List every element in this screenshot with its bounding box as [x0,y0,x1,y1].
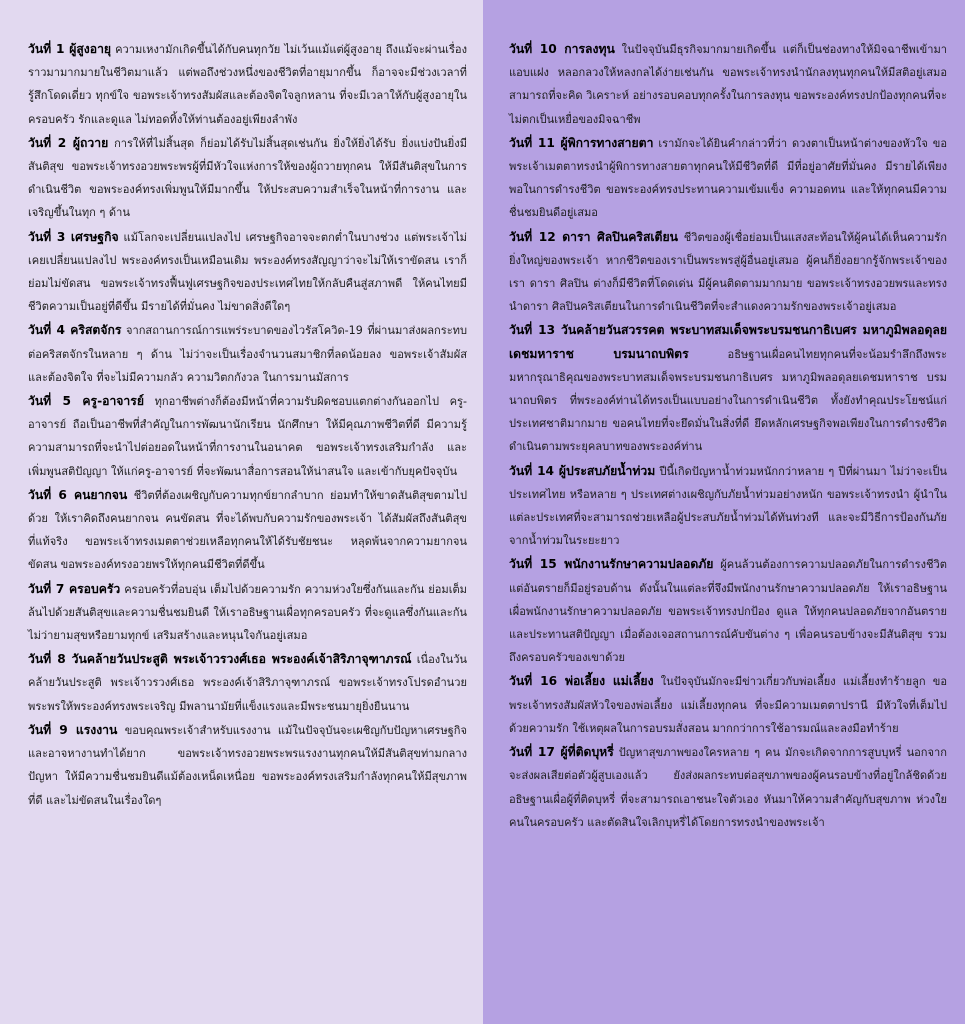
entry-body: ปีนี้เกิดปัญหาน้ำท่วมหนักกว่าหลาย ๆ ปีที่ผ่านมา ไม่ว่าจะเป็นประเทศไทย หรือหลาย ๆ ประเทศต่างเผชิญกับภัยน้ำท่วมอย่างหนัก ขอพระเจ้าทรงนำ ผู้นำในแต่ละประเทศที่จะสามารถช่วยเหลือผู้ประสบภัยน้ำท่วมได้ทันท่วงที และจะมีวิธีการป้องกันภัยจากน้ำท่วมในระยะยาว [509,464,947,548]
entry-title: วันที่ 6 คนยากจน [28,487,128,502]
entry-body: ปัญหาสุขภาพของใครหลาย ๆ คน มักจะเกิดจากการสูบบุหรี่ นอกจากจะส่งผลเสียต่อตัวผู้สูบเองแล้ว ยังส่งผลกระทบต่อสุขภาพของผู้คนรอบข้างที่อยู่ใกล้ชิดด้วย อธิษฐานเผื่อผู้ที่ติดบุหรี่ ที่จะสามารถเอาชนะใจตัวเอง หันมาให้ความสำคัญกับสุขภาพ ห่วงใยคนในครอบครัว และตัดสินใจเลิกบุหรี่ได้โดยการทรงนำของพระเจ้า [509,746,947,829]
entry-title: วันที่ 3 เศรษฐกิจ [28,229,119,244]
entry-title: วันที่ 13 วันคล้ายวันสวรรคต พระบาทสมเด็จพระบรมชนกาธิเบศร มหาภูมิพลอดุลยเดชมหาราช บรมนาถบพิตร [509,323,947,361]
entry-title: วันที่ 10 การลงทุน [509,42,615,56]
prayer-entry-day-17 [509,741,947,834]
entry-title: วันที่ 1 ผู้สูงอายุ [28,42,112,56]
entry-body: เนื่องในวันคล้ายวันประสูติ พระเจ้าวรวงศ์เธอ พระองค์เจ้าสิริภาจุฑาภรณ์ ขอพระเจ้าทรงโปรดอำนวยพระพรให้พระองค์ทรงพระเจริญ มีพลานามัยที่แข็งแรงและมีพระชนมายุยิ่งยืนนาน [28,653,468,713]
prayer-entry-day-8 [28,648,467,718]
entry-body: จากสถานการณ์การแพร่ระบาดของไวรัสโควิด-19 ที่ผ่านมาส่งผลกระทบต่อคริสตจักรในหลาย ๆ ด้าน ไม่ว่าจะเป็นเรื่องจำนวนสมาชิกที่ลดน้อยลง ขอพระเจ้าสัมผัสและต้องจิตใจ ที่จะไม่มีความกลัว ความวิตกกังวล ในการมานมัสการ [28,324,468,384]
prayer-entry-day-1 [28,38,467,131]
prayer-entry-day-12 [509,226,947,319]
entry-title: วันที่ 7 ครอบครัว [28,581,121,596]
entry-body: ในปัจจุบันมีธุรกิจมากมายเกิดขึ้น แต่ก็เป็นช่องทางให้มิจฉาชีพเข้ามาแอบแฝง หลอกลวงให้หลงกลได้ง่ายเช่นกัน ขอพระเจ้าทรงนำนักลงทุนทุกคนให้มีสติอยู่เสมอ สามารถที่จะคิด วิเคราะห์ อย่างรอบคอบทุกครั้งในการลงทุน ขอพระองค์ทรงปกป้องทุกคนที่จะไม่ตกเป็นเหยื่อของมิจฉาชีพ [509,43,947,126]
entry-title: วันที่ 8 วันคล้ายวันประสูติ พระเจ้าวรวงศ์เธอ พระองค์เจ้าสิริภาจุฑาภรณ์ [28,652,412,667]
entry-title: วันที่ 5 ครู-อาจารย์ [28,394,144,409]
entry-body: ชีวิตของผู้เชื่อย่อมเป็นแสงสะท้อนให้ผู้คนได้เห็นความรักยิ่งใหญ่ของพระเจ้า หากชีวิตของเราเป็นพระพรสู่ผู้อื่นอยู่เสมอ ผู้คนก็ยิ่งอยากรู้จักพระเจ้าของเรา ดารา ศิลปิน ต่างก็มีชีวิตที่โดดเด่น มีผู้คนติดตามมากมาย ขอพระเจ้าทรงอวยพรและทรงนำดารา ศิลปินคริสเตียนในการดำเนินชีวิตที่จะสำแดงความรักของพระเจ้าอยู่เสมอ [509,230,947,314]
entry-title: วันที่ 14 ผู้ประสบภัยน้ำท่วม [509,463,656,478]
entry-body: ในปัจจุบันมักจะมีข่าวเกี่ยวกับพ่อเลี้ยง แม่เลี้ยงทำร้ายลูก ขอพระเจ้าทรงสัมผัสหัวใจของพ่อเลี้ยง แม่เลี้ยงทุกคน ที่จะมีความเมตตาปรานี มีหัวใจที่เต็มไปด้วยความรัก ใช้เหตุผลในการอบรมสั่งสอน มากกว่าการใช้อารมณ์และลงมือทำร้าย [509,675,947,735]
entry-body: ผู้คนล้วนต้องการความปลอดภัยในการดำรงชีวิต แต่อันตรายก็มีอยู่รอบด้าน ดังนั้นในแต่ละที่จึงมีพนักงานรักษาความปลอดภัย ให้เราอธิษฐานเผื่อพนักงานรักษาความปลอดภัย ขอพระเจ้าทรงปกป้อง ดูแล ให้ทุกคนปลอดภัยจากอันตราย และประทานสติปัญญา เมื่อต้องเจอสถานการณ์คับขันต่าง ๆ เพื่อคนรอบข้างจะมีสันติสุข รวมถึงครอบครัวของเขาด้วย [509,558,947,665]
entry-body: ความเหงามักเกิดขึ้นได้กับคนทุกวัย ไม่เว้นแม้แต่ผู้สูงอายุ ถึงแม้จะผ่านเรื่องราวมามากมายในชีวิตมาแล้ว แต่พอถึงช่วงหนึ่งของชีวิตที่อายุมากขึ้น ก็อาจจะมีช่วงเวลาที่รู้สึกโดดเดี่ยว ทุกข์ใจ ขอพระเจ้าทรงสัมผัสและต้องจิตใจลูกหลาน ที่จะมีเวลาให้กับผู้สูงอายุในครอบครัว รักและดูแล ไม่ทอดทิ้งให้ท่านต้องอยู่เพียงลำพัง [28,43,468,126]
entry-body: ชีวิตที่ต้องเผชิญกับความทุกข์ยากลำบาก ย่อมทำให้ขาดสันติสุขตามไปด้วย ให้เราคิดถึงคนยากจน คนขัดสน ที่จะได้พบกับความรักของพระเจ้า ได้สัมผัสถึงสันติสุขที่แท้จริง ขอพระเจ้าทรงเมตตาช่วยเหลือทุกคนให้ได้รับชัยชนะ หลุดพ้นจากความยากจน ขัดสน ขอพระองค์ทรงอวยพรให้ทุกคนมีชีวิตที่ดีขึ้น [28,488,468,572]
entry-title: วันที่ 15 พนักงานรักษาความปลอดภัย [509,557,714,572]
prayer-entry-day-6 [28,484,467,577]
entry-body: ทุกอาชีพต่างก็ต้องมีหน้าที่ความรับผิดชอบแตกต่างกันออกไป ครู-อาจารย์ ถือเป็นอาชีพที่สำคัญในการพัฒนานักเรียน นักศึกษา ให้มีคุณภาพชีวิตที่ดี มีความรู้ ความสามารถที่จะนำไปต่อยอดในหน้าที่การงานในอนาคต ขอพระเจ้าทรงเสริมกำลัง และเพิ่มพูนสติปัญญา ให้แก่ครู-อาจารย์ ที่จะพัฒนาสื่อการสอนให้น่าสนใจ และเข้ากับยุคปัจจุบัน [28,395,467,478]
entry-title: วันที่ 16 พ่อเลี้ยง แม่เลี้ยง [509,674,654,689]
prayer-entry-day-7 [28,578,467,648]
entry-title: วันที่ 12 ดารา ศิลปินคริสเตียน [509,229,678,244]
entry-body: ขอบคุณพระเจ้าสำหรับแรงงาน แม้ในปัจจุบันจะเผชิญกับปัญหาเศรษฐกิจ และอาจหางานทำได้ยาก ขอพระเจ้าทรงอวยพระพรแรงงานทุกคนให้มีสันติสุขท่ามกลางปัญหา ให้มีความชื่นชมยินดีแม้ต้องเหน็ดเหนื่อย ขอพระองค์ทรงเสริมกำลังทุกคนให้มีสุขภาพที่ดี และไม่ขัดสนในเรื่องใดๆ [28,723,468,807]
entry-body: แม้โลกจะเปลี่ยนแปลงไป เศรษฐกิจอาจจะตกต่ำในบางช่วง แต่พระเจ้าไม่เคยเปลี่ยนแปลงไป พระองค์ทรงเป็นเหมือนเดิม พระองค์ทรงสัญญาว่าจะไม่ให้เราขัดสน เราก็ย่อมไม่ขัดสน ขอพระเจ้าทรงฟื้นฟูเศรษฐกิจของประเทศไทยให้กลับคืนสู่สภาพดี ให้คนไทยมีชีวิตความเป็นอยู่ที่ดีขึ้น มีรายได้ที่มั่นคง ไม่ขาดสิ่งดีใดๆ [28,230,467,314]
prayer-entry-day-13 [509,319,947,458]
entry-body: ครอบครัวที่อบอุ่น เต็มไปด้วยความรัก ความห่วงใยซึ่งกันและกัน ย่อมเต็มล้นไปด้วยสันติสุขและความชื่นชมยินดี ให้เราอธิษฐานเผื่อทุกครอบครัว ที่จะดูแลซึ่งกันและกัน ไม่ว่ายามสุขหรือยามทุกข์ เสริมสร้างและหนุนใจกันอยู่เสมอ [28,582,467,643]
prayer-entry-day-3 [28,226,467,319]
prayer-entry-day-10 [509,38,947,131]
prayer-entry-day-11 [509,132,947,225]
entry-body: การให้ที่ไม่สิ้นสุด ก็ย่อมได้รับไม่สิ้นสุดเช่นกัน ยิ่งให้ยิ่งได้รับ ยิ่งแบ่งปันยิ่งมีสันติสุข ขอพระเจ้าทรงอวยพระพรผู้ที่มีหัวใจแห่งการให้ของผู้ถวายทุกคน ให้มีสันติสุขในการดำเนินชีวิต ขอพระองค์ทรงเพิ่มพูนให้มีมากขึ้น ให้ประสบความสำเร็จในหน้าที่การงาน และเจริญขึ้นในทุก ๆ ด้าน [28,136,468,220]
prayer-entry-day-15 [509,553,947,669]
prayer-entry-day-2 [28,132,467,225]
prayer-entry-day-9 [28,719,467,812]
entry-title: วันที่ 17 ผู้ที่ติดบุหรี่ [509,745,614,760]
entry-body: อธิษฐานเผื่อคนไทยทุกคนที่จะน้อมรำลึกถึงพระมหากรุณาธิคุณของพระบาทสมเด็จพระบรมชนกาธิเบศร มหาภูมิพลอดุลยเดชมหาราช บรมนาถบพิตร ที่พระองค์ท่านได้ทรงเป็นแบบอย่างในการดำเนินชีวิต ทั้งยังทำคุณประโยชน์แก่ประเทศชาติมากมาย ขอคนไทยที่จะยึดมั่นในสิ่งที่ดี ยึดหลักเศรษฐกิจพอเพียงในการดำรงชีวิต ดำเนินตามพระยุคลบาทของพระองค์ท่าน [509,347,947,454]
entry-title: วันที่ 4 คริสตจักร [28,323,122,338]
entry-title: วันที่ 9 แรงงาน [28,722,118,737]
entry-title: วันที่ 2 ผู้ถวาย [28,135,109,150]
entry-body: เรามักจะได้ยินคำกล่าวที่ว่า ดวงตาเป็นหน้าต่างของหัวใจ ขอพระเจ้าเมตตาทรงนำผู้พิการทางสายตาทุกคนให้มีชีวิตที่ดี มีที่อยู่อาศัยที่มั่นคง มีรายได้เพียงพอในการดำรงชีวิต ขอพระองค์ทรงประทานความเข้มแข็ง ความอดทน และให้ทุกคนมีความชื่นชมยินดีอยู่เสมอ [509,136,947,220]
prayer-entry-day-16 [509,670,947,740]
prayer-entry-day-4 [28,319,467,389]
right-column [483,0,965,1024]
entry-title: วันที่ 11 ผู้พิการทางสายตา [509,135,654,150]
prayer-entry-day-5 [28,390,467,483]
prayer-entry-day-14 [509,460,947,553]
